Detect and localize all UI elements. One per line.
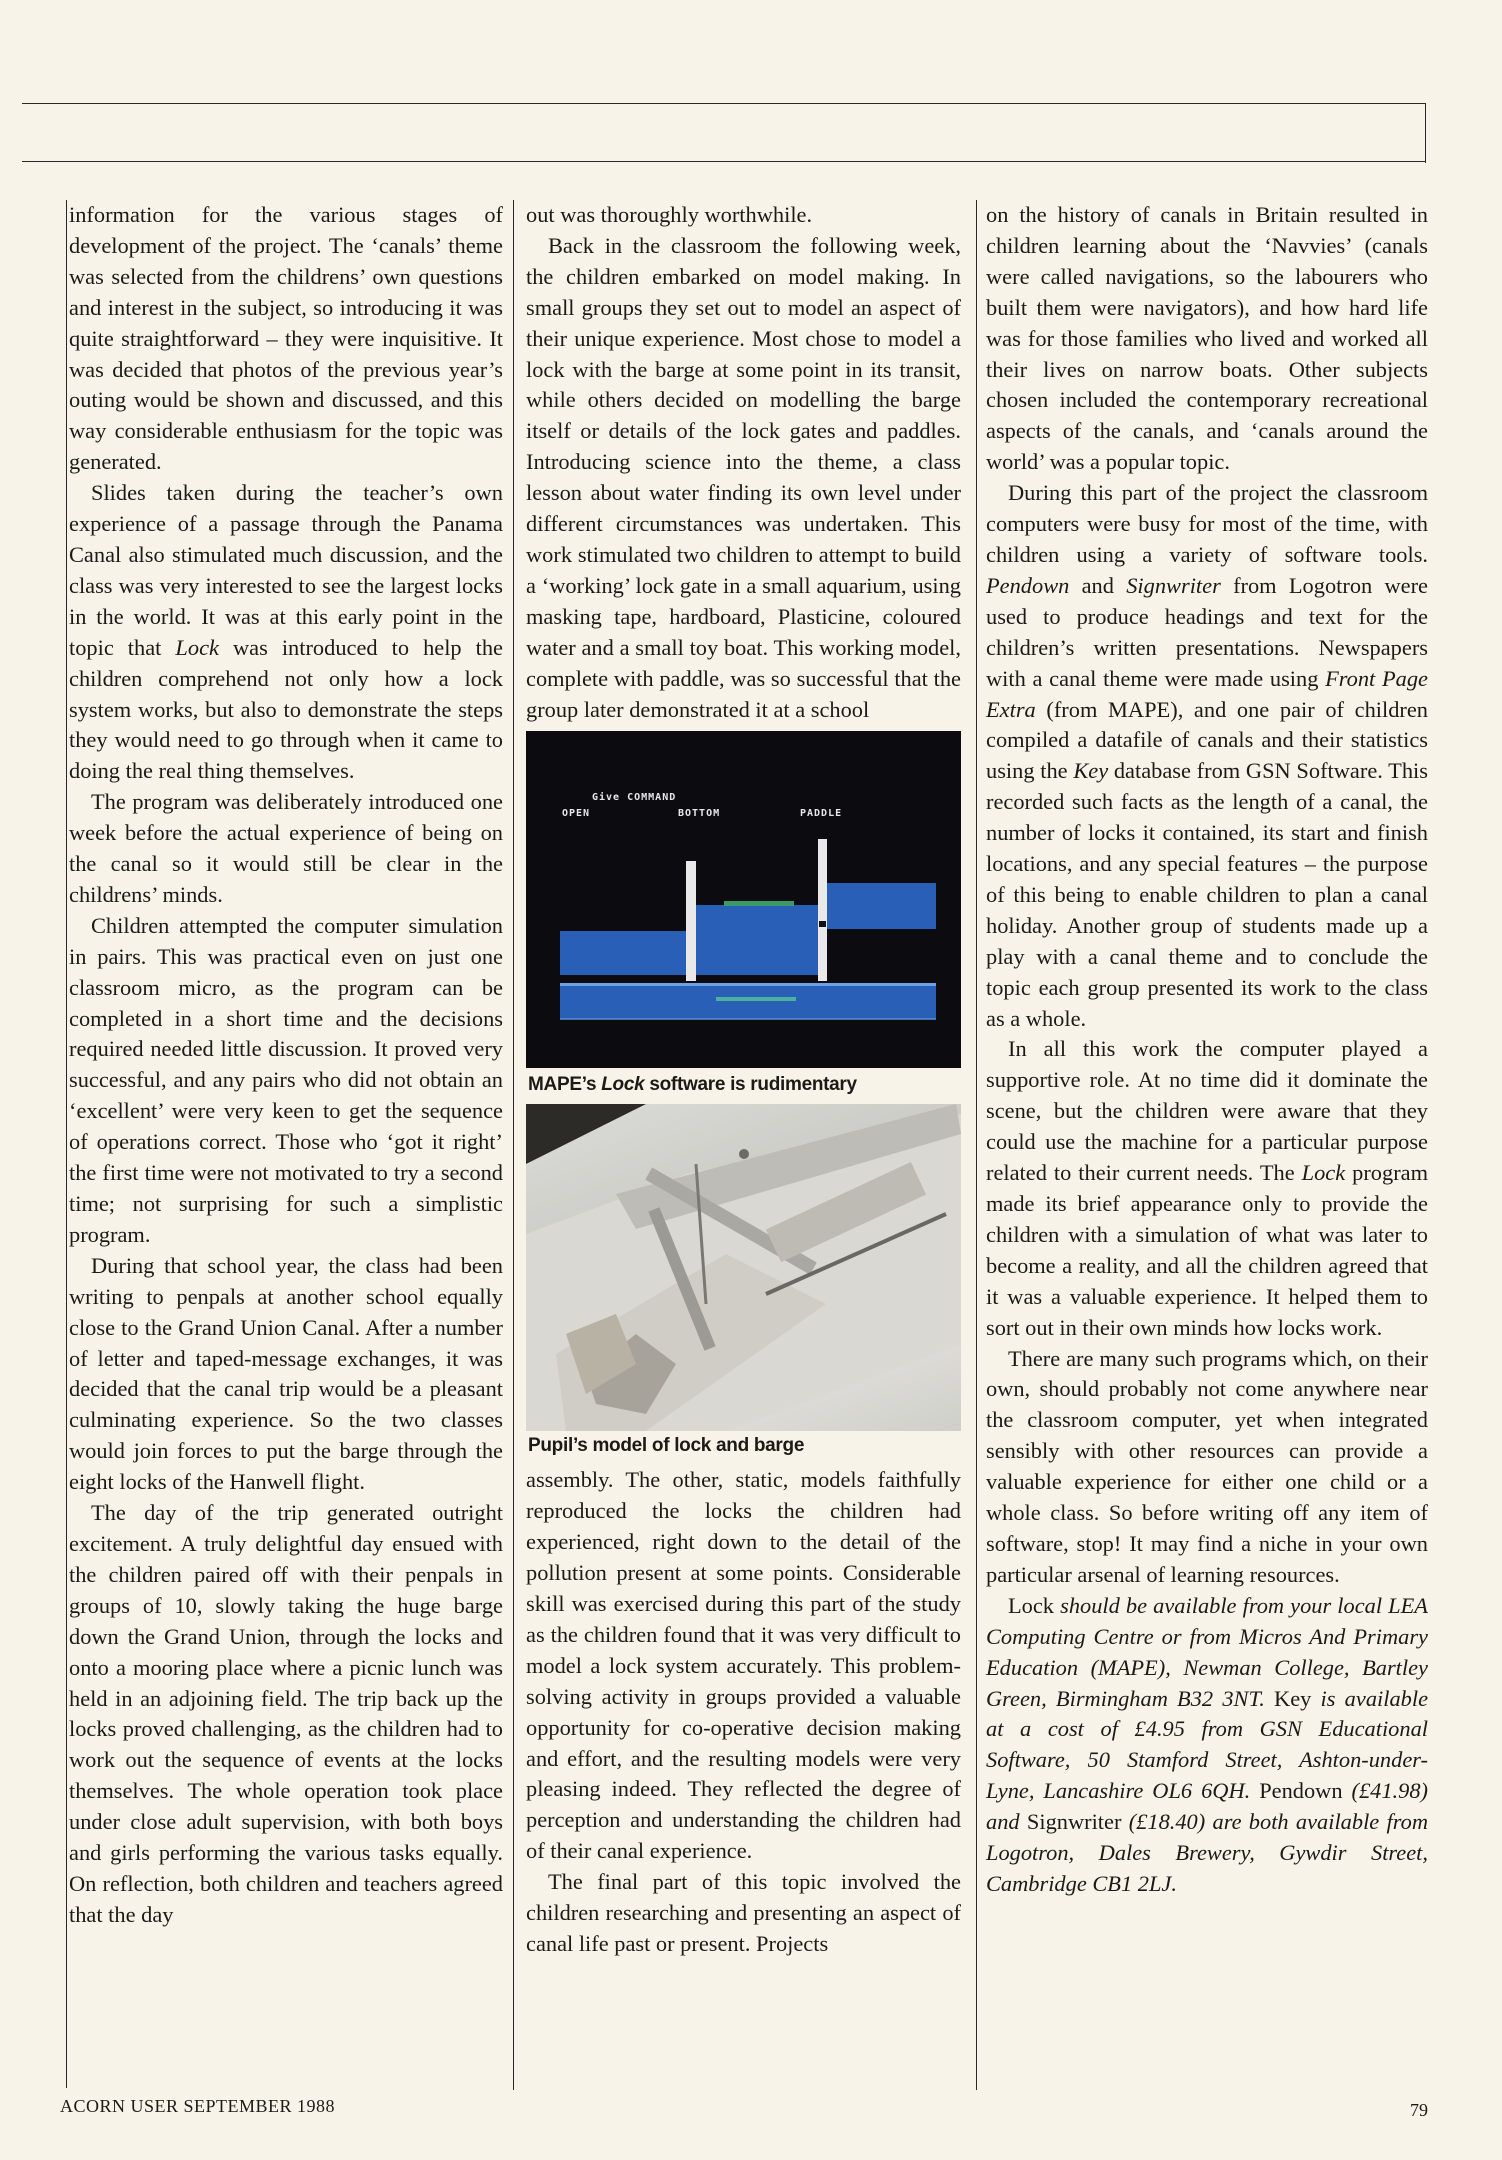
- text-span: from Logotron were used to produce headings and text for the children’s written presentations. Newspapers with a canal theme were made using: [986, 572, 1428, 691]
- article-column-1: [66, 200, 503, 2088]
- text-span: and: [1069, 572, 1127, 598]
- water-upper: [826, 883, 936, 929]
- paragraph: out was thoroughly worthwhile.: [526, 202, 813, 227]
- credit-program: Signwriter: [1026, 1809, 1122, 1835]
- text-span: database from GSN Software. This recorded such facts as the length of a canal, the number of locks it contained, its start and finish locations, and any special features – the purpose of this being to enable children to plan a canal holiday. Another group of students made up a play with a canal theme and to conclude the topic each group presented its work to the class as a whole.: [986, 758, 1428, 1031]
- credit-text: (£18.40) are both available from Logotron, Dales Brewery, Gywdir Street, Cambridge CB1 2LJ.: [986, 1809, 1428, 1896]
- paragraph: The day of the trip generated outright excitement. A truly delightful day ensued with the children paired off with their penpals in groups of 10, slowly taking the huge barge down the Grand Union, through the locks and onto a mooring place where a picnic lunch was held in an adjoining field. The trip back up the locks proved challenging, as the children had to work out the sequence of events at the locks themselves. The whole operation took place under close adult supervision, with both boys and girls performing the various tasks equally. On reflection, both children and teachers agreed that the day: [69, 1500, 503, 1927]
- credit-text: (£41.98) and: [986, 1778, 1428, 1835]
- text-span: program made its brief appearance only to provide the children with a simulation of what was later to become a reality, and all the children agreed that it was a valuable experience. It helped them to sort out in their own minds how locks work.: [986, 1160, 1429, 1340]
- paragraph: The program was deliberately introduced one week before the actual experience of being on the canal so it would still be clear in the childrens’ minds.: [69, 789, 503, 907]
- program-name: Lock: [1301, 1160, 1346, 1186]
- caption-program-name: Lock: [601, 1074, 645, 1096]
- paragraph: During that school year, the class had been writing to penpals at another school equally close to the Grand Union Canal. After a number of letter and taped-message exchanges, it was decided that the canal trip would be a pleasant culminating experience. So the two classes would join forces to put the barge through the eight locks of the Hanwell flight.: [69, 1252, 503, 1495]
- caption-text: MAPE’s: [528, 1074, 602, 1096]
- screen-header: Give COMMAND: [592, 792, 677, 804]
- paragraph: [986, 478, 1428, 1034]
- paragraph: Back in the classroom the following week, the children embarked on model making. In small groups they set out to model an aspect of their unique experience. Most chose to model a lock with the barge at some point in its transit, while others decided on modelling the barge itself or details of the lock gates and paddles. Introducing science into the theme, a class lesson about water finding its own level under different circumstances was undertaken. This work stimulated two children to attempt to build a ‘working’ lock gate in a small aquarium, using masking tape, hardboard, Plasticine, coloured water and a small toy boat. This working model, complete with paddle, was so successful that the group later demonstrated it at a school: [526, 232, 961, 722]
- lock-gate-lower: [686, 861, 696, 981]
- lock-gate-upper: [818, 839, 827, 981]
- text-span: Slides taken during the teacher’s own experience of a passage through the Panama Canal also stimulated much discussion, and the class was very interested to see the largest locks in the world. It was at this early point in the topic that: [69, 480, 503, 660]
- program-name: Signwriter: [1126, 572, 1221, 598]
- screen-option-paddle: PADDLE: [800, 808, 843, 820]
- credit-text: should be available from your local LEA Computing Centre or from Micros And Primary Education (MAPE), Newman College, Bartley Green, Birmingham B32 3NT.: [986, 1592, 1428, 1711]
- paragraph: assembly. The other, static, models faithfully reproduced the locks the children had experienced, right down to the detail of the pollution present at some points. Considerable skill was exercised during this part of the study as the children found that it was very difficult to model a lock system accurately. This problem-solving activity in groups provided a valuable opportunity for co-operative decision making and effort, and the resulting models were very pleasing indeed. They reflected the degree of perception and understanding the children had of their canal experience.: [526, 1467, 961, 1864]
- column-divider-1: [513, 200, 514, 2090]
- paragraph: [986, 1034, 1428, 1343]
- text-span: During this part of the project the classroom computers were busy for most of the time, with children using a variety of software tools.: [986, 480, 1428, 567]
- screen-option-bottom: BOTTOM: [678, 808, 721, 820]
- credit-program: Pendown: [1259, 1778, 1343, 1804]
- article-column-3: [986, 200, 1428, 1900]
- article-column-2: [526, 200, 961, 1960]
- header-rule: [22, 103, 1426, 104]
- program-name: Lock: [175, 634, 219, 660]
- text-span: was introduced to help the children comprehend not only how a lock system works, but also to demonstrate the steps they would need to go through when it came to doing the real thing themselves.: [69, 634, 503, 784]
- paragraph: Children attempted the computer simulation in pairs. This was practical even on just one classroom micro, as the program can be completed in a short time and the decisions required needed little discussion. It proved very successful, and any pairs who did not obtain an ‘excellent’ were very keen to get the sequence of operations correct. Those who ‘got it right’ the first time were not motivated to try a second time; not surprising for such a simplistic program.: [69, 912, 503, 1247]
- barge: [724, 901, 794, 906]
- figure-caption-software: [528, 1072, 961, 1098]
- model-photo-illustration: [526, 1104, 961, 1431]
- lock-software-screenshot: [526, 731, 961, 1068]
- lock-model-photo: [526, 1104, 961, 1431]
- paragraph: There are many such programs which, on their own, should probably not come anywhere near the classroom computer, yet when integrated sensibly with other resources can provide a valuable experience for either one child or a whole class. So before writing off any item of software, stop! It may find a niche in your own particular arsenal of learning resources.: [986, 1345, 1428, 1587]
- canal-bed-edge: [560, 983, 936, 986]
- header-rule-lower: [22, 161, 1426, 162]
- figure-caption-model: Pupil’s model of lock and barge: [528, 1435, 805, 1457]
- screen-option-open: OPEN: [562, 808, 591, 820]
- channel-mark: [716, 997, 796, 1001]
- lock-diagram: [526, 731, 961, 1068]
- credit-text: is available at a cost of £4.95 from GSN Educational Software, 50 Stamford Street, Ashton-under-Lyne, Lancashire OL6 6QH.: [986, 1685, 1429, 1804]
- program-name: Key: [1073, 758, 1109, 784]
- availability-credits: [986, 1591, 1428, 1900]
- credit-program: Lock: [1008, 1592, 1055, 1618]
- water-lower: [560, 931, 687, 975]
- header-rule-vertical: [1425, 103, 1426, 163]
- column-divider-2: [976, 200, 977, 2090]
- credit-program: Key: [1274, 1685, 1312, 1711]
- paragraph: The final part of this topic involved the children researching and presenting an aspect of canal life past or present. Projects: [526, 1869, 961, 1956]
- paragraph: information for the various stages of development of the project. The ‘canals’ theme was selected from the childrens’ own questions and interest in the subject, so introducing it was quite straightforward – they were inquisitive. It was decided that photos of the previous year’s outing would be shown and discussed, and this way considerable enthusiasm for the topic was generated.: [69, 202, 503, 475]
- magazine-footer: ACORN USER SEPTEMBER 1988: [60, 2096, 336, 2116]
- paddle: [819, 921, 826, 927]
- text-span: In all this work the computer played a supportive role. At no time did it dominate the scene, but the children were aware that they could use the machine for a particular purpose related to their current needs. The: [986, 1036, 1428, 1186]
- paragraph: [69, 478, 503, 787]
- water-chamber: [696, 905, 820, 975]
- caption-text: software is rudimentary: [644, 1074, 857, 1096]
- program-name: Pendown: [986, 572, 1070, 598]
- page-number: 79: [1410, 2100, 1428, 2120]
- program-name: Front Page Extra: [986, 665, 1428, 722]
- paragraph: on the history of canals in Britain resulted in children learning about the ‘Navvies’ (canals were called navigations, so the labourers who built them were navigators), and how hard life was for those families who lived and worked all their lives on narrow boats. Other subjects chosen included the contemporary recreational aspects of the canals, and ‘canals around the world’ was a popular topic.: [986, 202, 1428, 475]
- text-span: (from MAPE), and one pair of children compiled a datafile of canals and their statistics using the: [986, 696, 1428, 784]
